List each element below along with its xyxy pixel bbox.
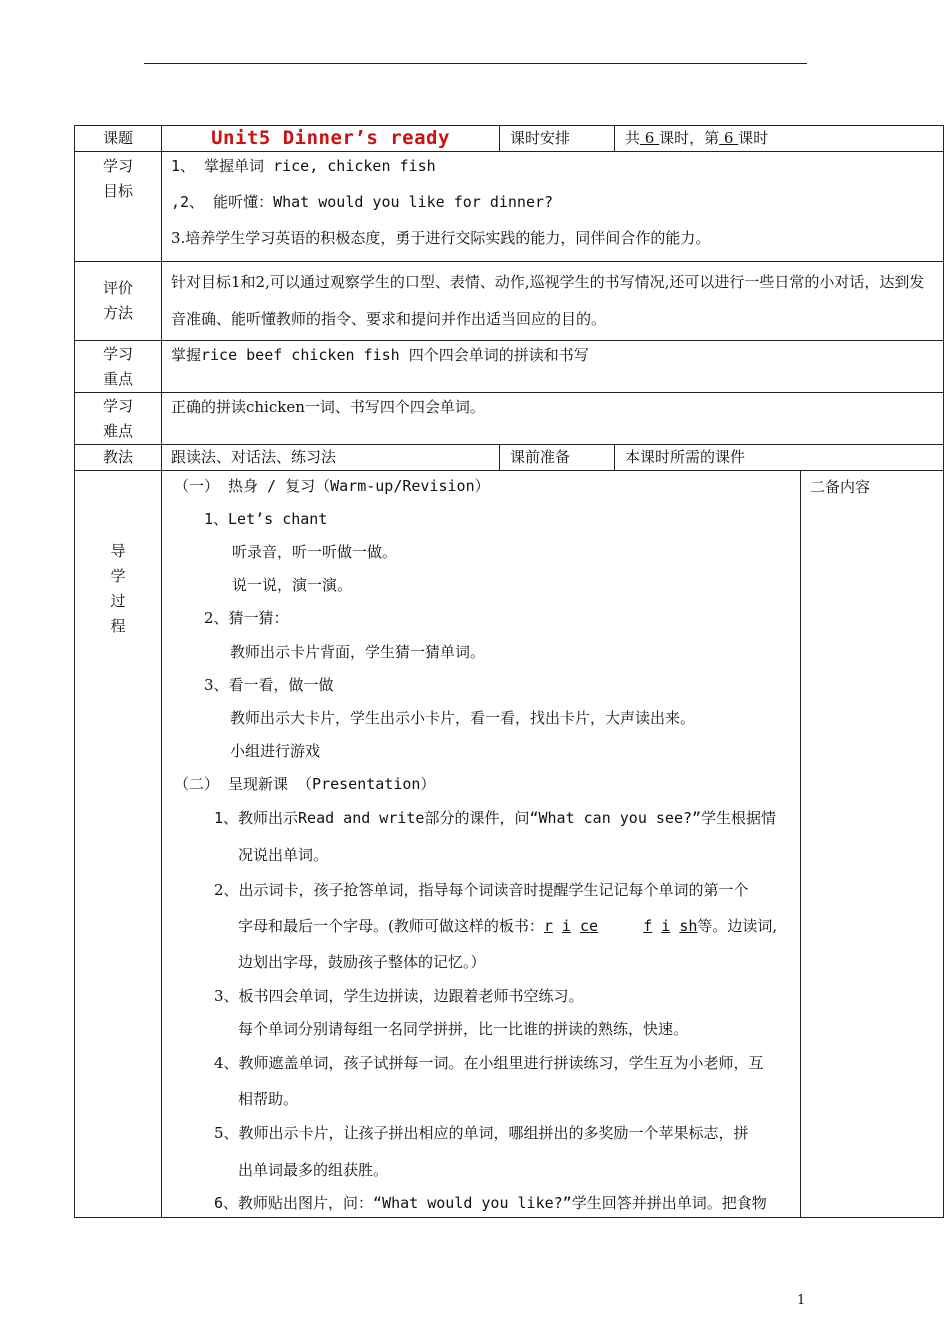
lesson-title: Unit5 Dinner’s ready: [211, 127, 450, 149]
schedule-label: 课时安排: [500, 126, 615, 152]
process-line: 3、板书四会单词，学生边拼读，边跟着老师书空练习。: [214, 987, 584, 1005]
process-line-board: 字母和最后一个字母。(教师可做这样的板书：r i ce f i sh等。边读词,: [238, 917, 778, 935]
process-line: 相帮助。: [238, 1090, 299, 1108]
process-line: 2、猜一猜：: [204, 609, 289, 627]
row-process: [75, 471, 944, 1218]
evaluation-label: 评价方法: [102, 279, 133, 322]
process-line: 4、教师遮盖单词，孩子试拼每一词。在小组里进行拼读练习，学生互为小老师，互: [214, 1054, 764, 1072]
page-number: 1: [797, 1293, 806, 1308]
goals-label: 学习目标: [102, 157, 133, 200]
process-line: 说一说，演一演。: [232, 576, 353, 594]
key-points-label: 学习重点: [102, 345, 133, 388]
goal-item: ,2、 能听懂：What would you like for dinner?: [171, 193, 554, 211]
prep-label: 课前准备: [500, 445, 615, 471]
evaluation-text: 针对目标1和2,可以通过观察学生的口型、表情、动作,巡视学生的书写情况,还可以进行一些日常的小对话，达到发音准确、能听懂教师的指令、要求和提问并作出适当回应的目的。: [162, 262, 944, 341]
row-methods: [75, 445, 944, 471]
process-content: [162, 471, 801, 1218]
row-difficulties: [75, 393, 944, 445]
header-rule: [144, 63, 807, 64]
process-line: （二） 呈现新课 （Presentation）: [174, 775, 436, 793]
row-key-points: [75, 341, 944, 393]
goals-content: [162, 152, 944, 262]
row-title: [75, 126, 944, 152]
difficulties-text: 正确的拼读chicken一词、书写四个四会单词。: [162, 393, 944, 445]
process-line: 出单词最多的组获胜。: [238, 1161, 389, 1179]
goal-item: 3.培养学生学习英语的积极态度，勇于进行交际实践的能力，同伴间合作的能力。: [171, 229, 711, 247]
process-line: 况说出单词。: [238, 846, 329, 864]
key-points-text: 掌握rice beef chicken fish 四个四会单词的拼读和书写: [162, 341, 944, 393]
process-label: 导学过程: [110, 542, 126, 635]
process-line: 3、看一看，做一做: [204, 676, 334, 694]
schedule-value: 共 6 课时，第 6 课时: [615, 126, 944, 152]
difficulties-label: 学习难点: [102, 397, 133, 440]
row-evaluation: [75, 262, 944, 341]
board-example: r i ce f i sh: [543, 917, 698, 935]
methods-label: 教法: [75, 445, 162, 471]
process-line: 2、出示词卡，孩子抢答单词，指导每个词读音时提醒学生记记每个单词的第一个: [214, 881, 749, 899]
process-line: 边划出字母，鼓励孩子整体的记忆。）: [238, 953, 486, 971]
process-line: （一） 热身 / 复习（Warm-up/Revision）: [174, 477, 490, 495]
methods-text: 跟读法、对话法、练习法: [162, 445, 500, 471]
row-goals: [75, 152, 944, 262]
process-line: 1、Let’s chant: [204, 510, 328, 528]
process-line: 听录音，听一听做一做。: [232, 543, 398, 561]
process-line: 小组进行游戏: [230, 742, 321, 760]
process-line: 6、教师贴出图片，问：“What would you like?”学生回答并拼出单词。把食物: [214, 1194, 767, 1212]
title-label: 课题: [75, 126, 162, 152]
process-line: 教师出示卡片背面，学生猜一猜单词。: [230, 643, 486, 661]
prep-text: 本课时所需的课件: [615, 445, 944, 471]
goal-item: 1、 掌握单词 rice, chicken fish: [171, 157, 436, 175]
process-line: 教师出示大卡片，学生出示小卡片，看一看，找出卡片，大声读出来。: [230, 709, 696, 727]
process-line: 5、教师出示卡片，让孩子拼出相应的单词，哪组拼出的多奖励一个苹果标志，拼: [214, 1124, 749, 1142]
process-line: 1、教师出示Read and write部分的课件，问“What can you see?”学生根据情: [214, 809, 777, 827]
lesson-plan-table: [74, 125, 944, 1218]
notes-label: 二备内容: [801, 471, 944, 1218]
process-line: 每个单词分别请每组一名同学拼拼，比一比谁的拼读的熟练，快速。: [238, 1020, 689, 1038]
